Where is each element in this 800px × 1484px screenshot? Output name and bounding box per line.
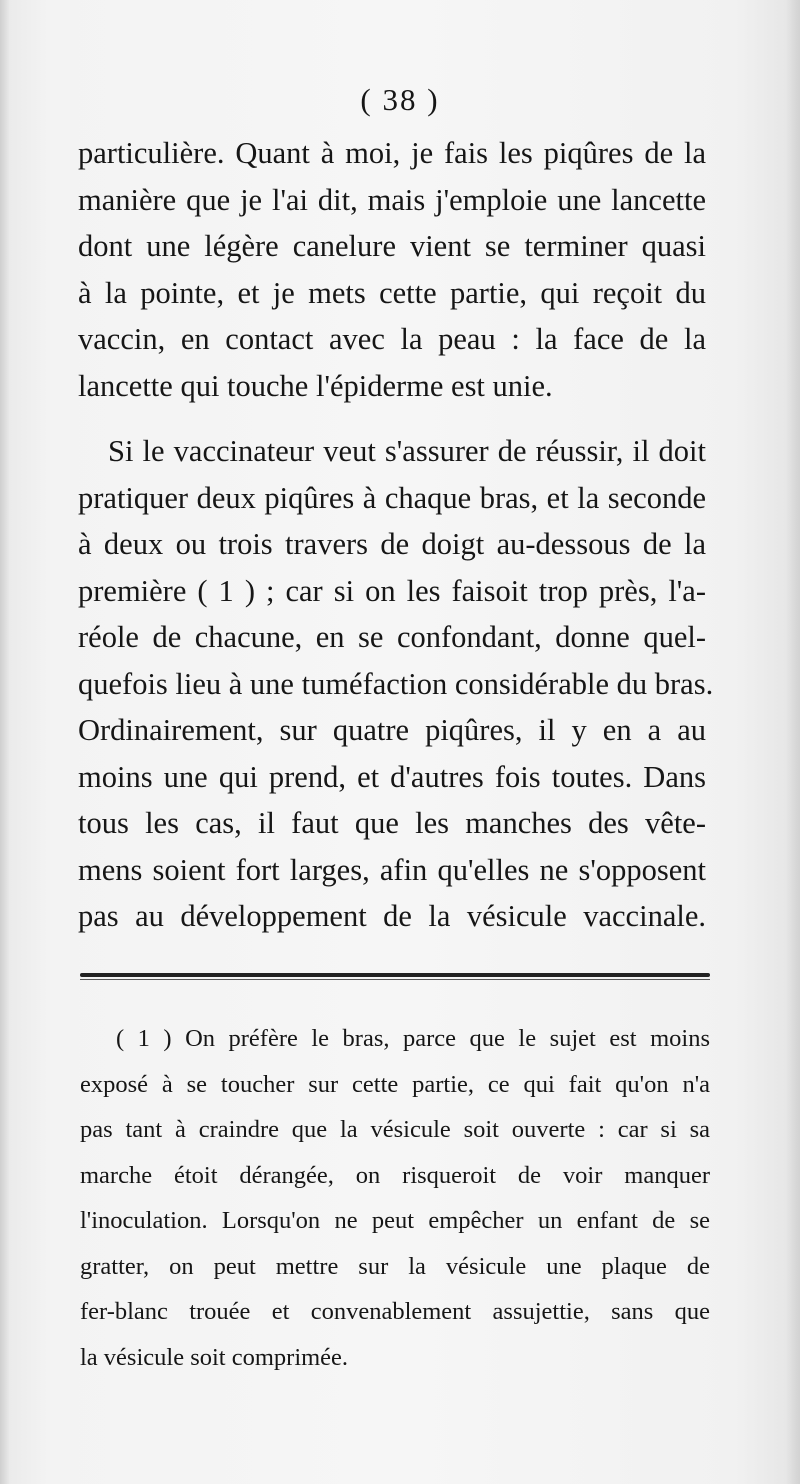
page-edge-left — [0, 0, 10, 1484]
paragraph-1 — [78, 130, 706, 409]
text-line: vaccin, en contact avec la peau : la face de la — [78, 322, 706, 356]
footnote-line: gratter, on peut mettre sur la vésicule une plaque de — [80, 1252, 710, 1280]
page-number: ( 38 ) — [360, 82, 440, 117]
main-text — [78, 130, 714, 940]
footnote-line: fer-blanc trouée et convenablement assujettie, sans que — [80, 1298, 710, 1325]
text-line: réole de chacune, en se confondant, donne quel- — [78, 620, 706, 654]
text-line: quefois lieu à une tuméfaction considérable du bras. — [78, 666, 714, 701]
footnote-line: pas tant à craindre que la vésicule soit ouverte : car si sa — [80, 1116, 710, 1143]
text-line: tous les cas, il faut que les manches des vête- — [78, 806, 706, 840]
page-edge-right — [786, 0, 800, 1484]
text-line: particulière. Quant à moi, je fais les piqûres de la — [78, 136, 706, 170]
text-line: mens soient fort larges, afin qu'elles ne s'opposent — [78, 852, 706, 887]
footnote-rule-underline — [80, 979, 710, 980]
text-line: à la pointe, et je mets cette partie, qui reçoit du — [78, 275, 706, 310]
text-line: manière que je l'ai dit, mais j'emploie une lancette — [78, 182, 706, 217]
footnote-line: exposé à se toucher sur cette partie, ce qui fait qu'on n'a — [80, 1070, 710, 1098]
text-line: moins une qui prend, et d'autres fois toutes. Dans — [78, 759, 706, 794]
footnote-line: la vésicule soit comprimée. — [80, 1343, 349, 1371]
footnote — [80, 1016, 710, 1380]
footnote-rule — [80, 973, 710, 977]
text-line: Si le vaccinateur veut s'assurer de réussir, il doit — [108, 434, 706, 468]
text-line: lancette qui touche l'épiderme est unie. — [78, 368, 553, 403]
text-line: pas au développement de la vésicule vaccinale. — [78, 899, 706, 933]
text-line: première ( 1 ) ; car si on les faisoit trop près, l'a- — [78, 573, 706, 608]
footnote-line: ( 1 ) On préfère le bras, parce que le sujet est moins — [116, 1025, 710, 1052]
footnote-line: marche étoit dérangée, on risqueroit de voir manquer — [80, 1161, 710, 1189]
text-line: Ordinairement, sur quatre piqûres, il y en a au — [78, 713, 706, 747]
paragraph-gap — [78, 409, 706, 428]
text-line: pratiquer deux piqûres à chaque bras, et la seconde — [78, 480, 706, 515]
footnote-line: l'inoculation. Lorsqu'on ne peut empêcher un enfant de se — [80, 1207, 710, 1234]
text-line: dont une légère canelure vient se terminer quasi — [78, 229, 706, 263]
text-line: à deux ou trois travers de doigt au-dessous de la — [78, 527, 706, 561]
paragraph-2 — [78, 428, 714, 940]
